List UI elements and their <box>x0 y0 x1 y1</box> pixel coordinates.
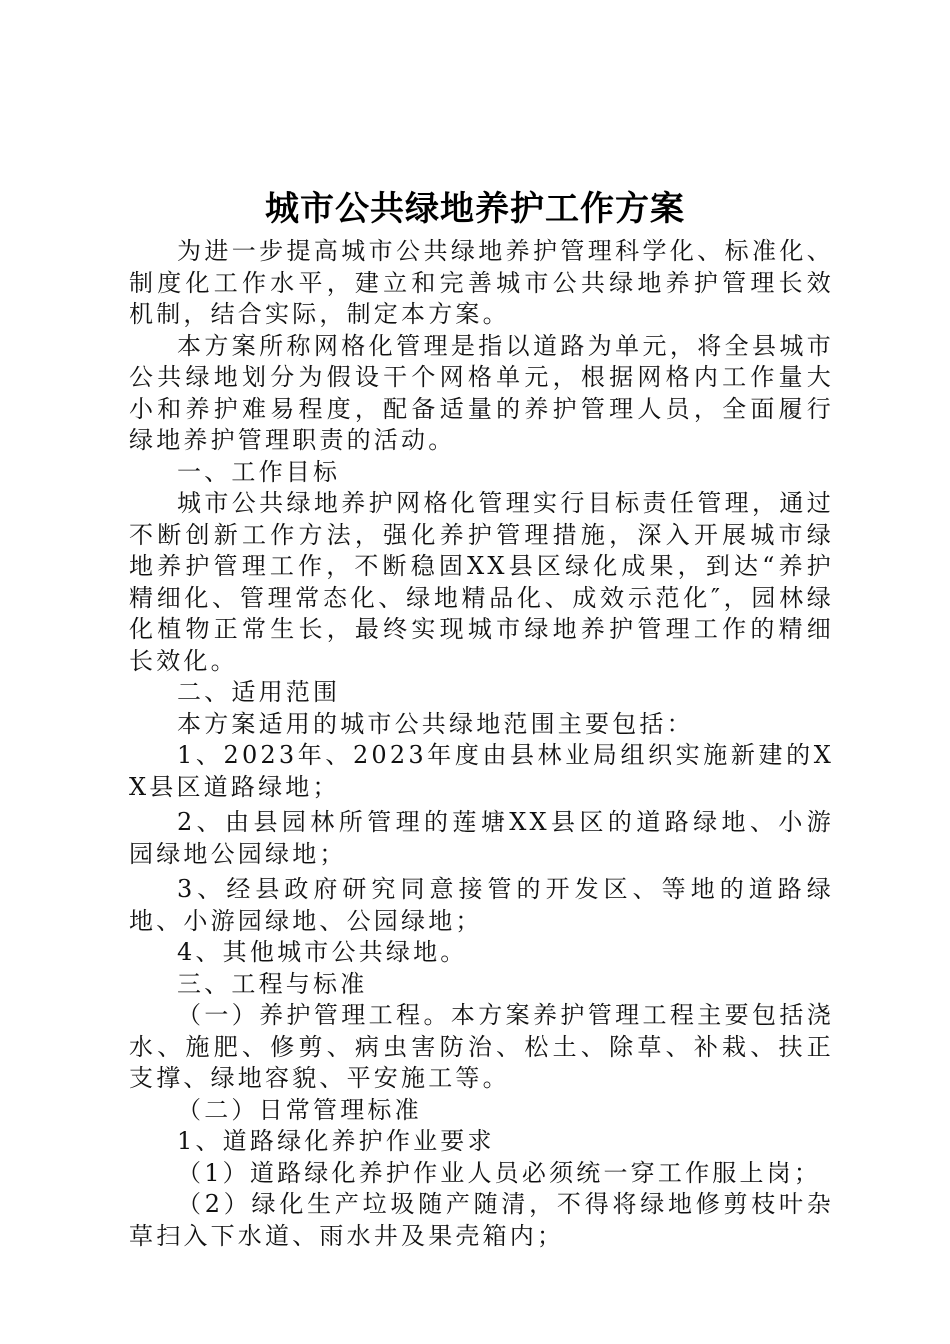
scope-item-1: 1、2023年、2023年度由县林业局组织实施新建的XX县区道路绿地； <box>129 741 834 801</box>
maintenance-items-paragraph: （一）养护管理工程。本方案养护管理工程主要包括浇水、施肥、修剪、病虫害防治、松土、除草、补栽、扶正支撑、绿地容貌、平安施工等。 <box>129 1001 834 1092</box>
requirement-item-2: （2）绿化生产垃圾随产随清，不得将绿地修剪枝叶杂草扫入下水道、雨水井及果壳箱内； <box>129 1190 834 1250</box>
section-heading-goals: 一、工作目标 <box>177 457 341 486</box>
section-heading-standards: 三、工程与标准 <box>177 969 368 998</box>
subheading-daily-standards: （二）日常管理标准 <box>177 1095 422 1124</box>
intro-paragraph: 为进一步提高城市公共绿地养护管理科学化、标准化、制度化工作水平，建立和完善城市公共绿地养护管理长效机制，结合实际，制定本方案。 <box>129 237 834 328</box>
document-body <box>129 236 834 1252</box>
scope-item-2: 2、由县园林所管理的莲塘XX县区的道路绿地、小游园绿地公园绿地； <box>129 808 834 868</box>
definition-paragraph: 本方案所称网格化管理是指以道路为单元，将全县城市公共绿地划分为假设干个网格单元，根据网格内工作量大小和养护难易程度，配备适量的养护管理人员，全面履行绿地养护管理职责的活动。 <box>129 331 834 454</box>
document-title: 城市公共绿地养护工作方案 <box>265 189 685 229</box>
requirement-item-1: （1）道路绿化养护作业人员必须统一穿工作服上岗； <box>177 1158 822 1187</box>
goals-paragraph: 城市公共绿地养护网格化管理实行目标责任管理，通过不断创新工作方法，强化养护管理措施，深入开展城市绿地养护管理工作，不断稳固XX县区绿化成果，到达“养护精细化、管理常态化、绿地精品化、成效示范化″，园林绿化植物正常生长，最终实现城市绿地养护管理工作的精细长效化。 <box>129 489 834 675</box>
scope-item-3: 3、经县政府研究同意接管的开发区、等地的道路绿地、小游园绿地、公园绿地； <box>129 875 834 935</box>
subheading-road-greening: 1、道路绿化养护作业要求 <box>177 1127 495 1155</box>
scope-item-4: 4、其他城市公共绿地。 <box>177 938 468 966</box>
scope-intro-paragraph: 本方案适用的城市公共绿地范围主要包括： <box>177 709 694 738</box>
section-heading-scope: 二、适用范围 <box>177 678 341 706</box>
